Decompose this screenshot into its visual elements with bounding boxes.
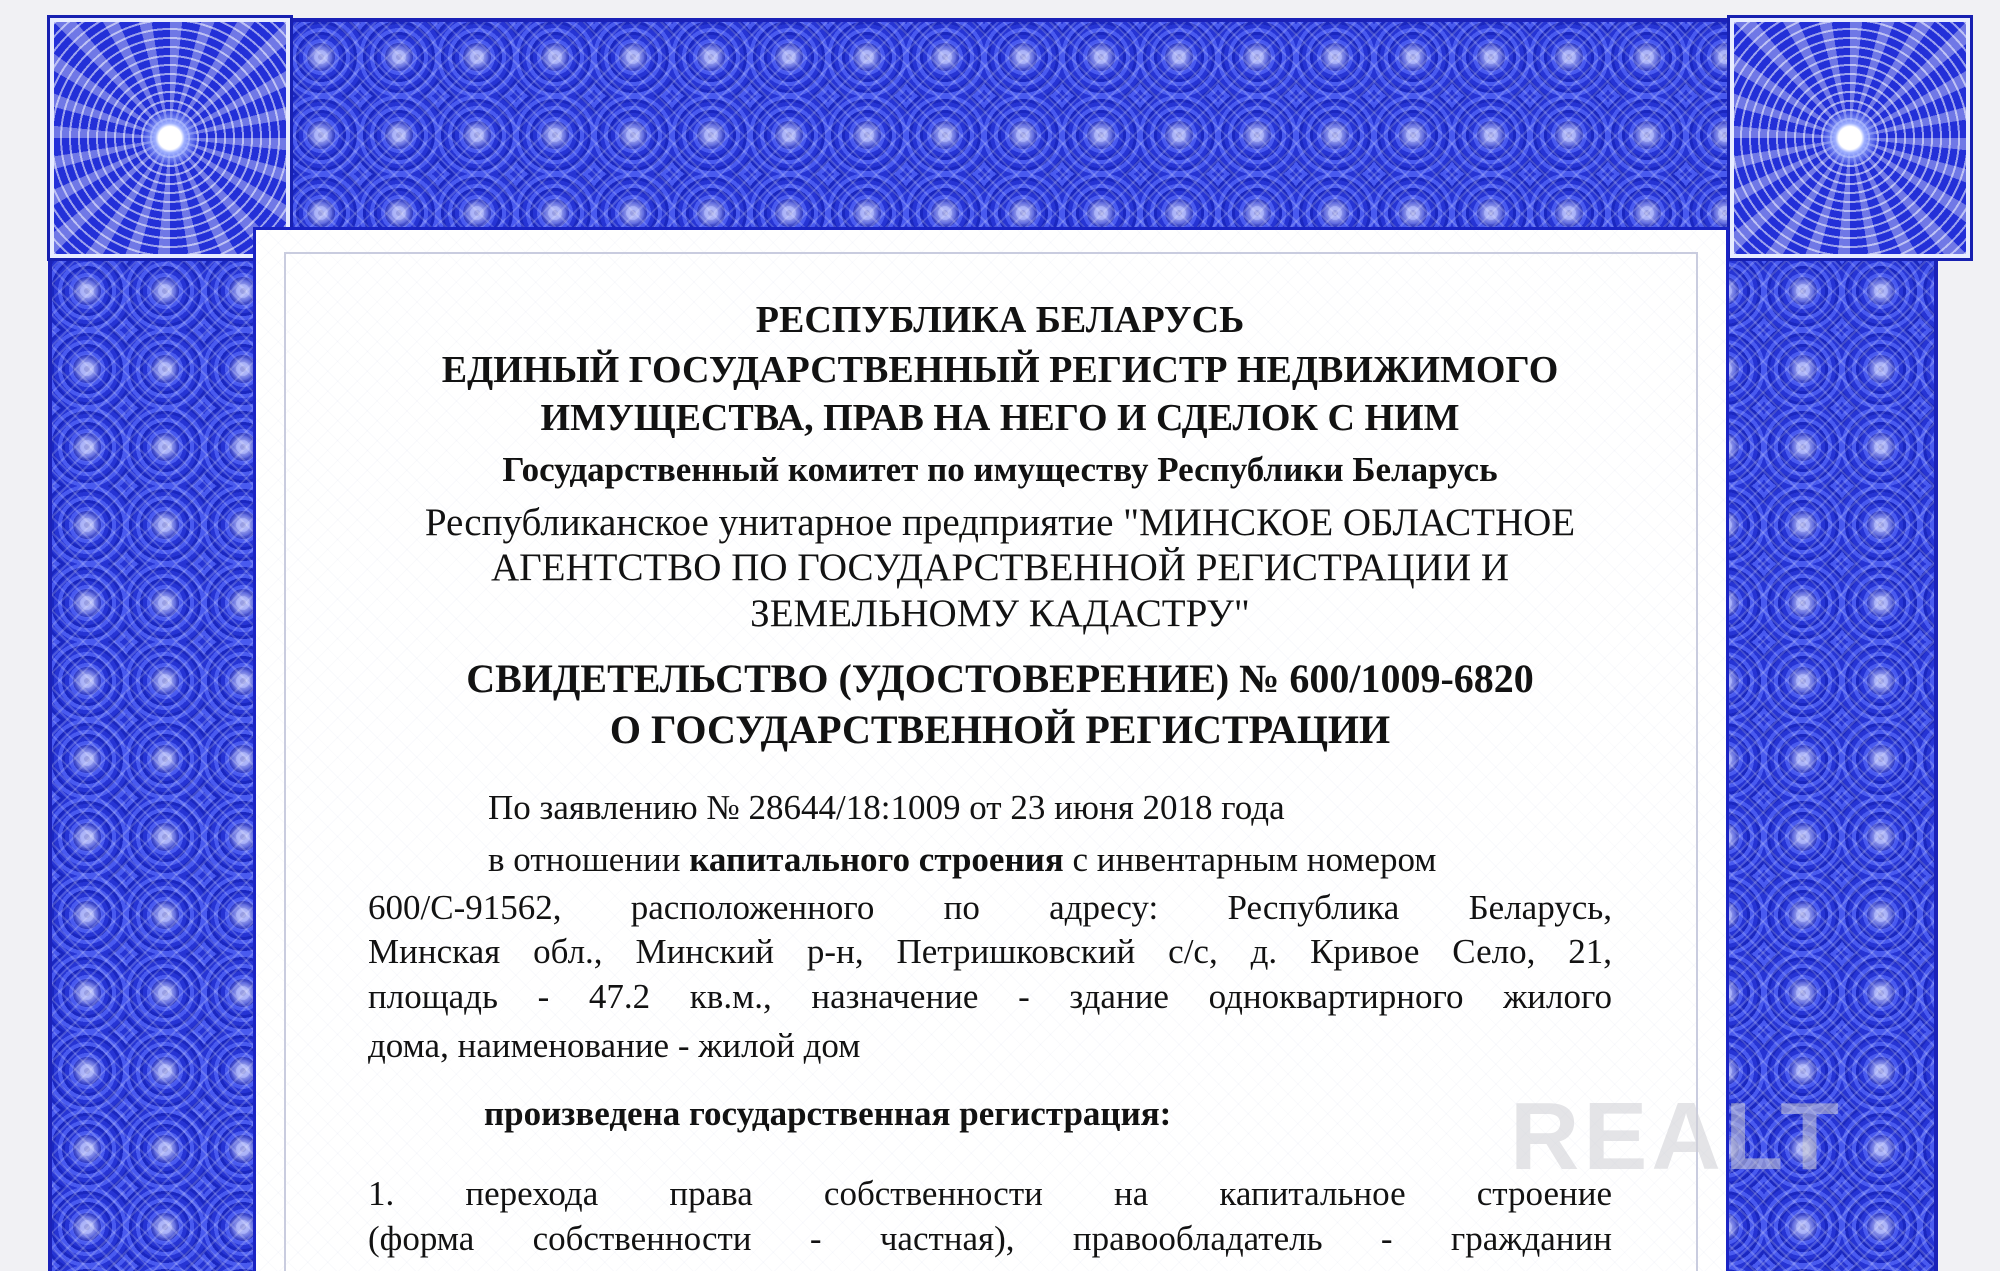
registry-heading-line-2: ИМУЩЕСТВА, ПРАВ НА НЕГО И СДЕЛОК С НИМ [540,397,1460,439]
address-line-4: дома, наименование - жилой дом [368,1026,861,1065]
certificate-title-line-2: О ГОСУДАРСТВЕННОЙ РЕГИСТРАЦИИ [609,707,1391,752]
agency-line-1: Республиканское унитарное предприятие "МИНСКОЕ ОБЛАСТНОЕ [424,501,1576,544]
certificate-title-line-1: СВИДЕТЕЛЬСТВО (УДОСТОВЕРЕНИЕ) № 600/1009-6820 [466,656,1534,701]
address-line-2: Минская обл., Минский р-н, Петришковский с/с, д. Кривое Село, 21, [368,932,1612,971]
regarding-suffix: с инвентарным номером [1063,840,1437,879]
regarding-object: капитального строения [689,840,1064,879]
corner-rosette-top-left [50,18,290,258]
item-1-line-1: 1. перехода права собственности на капитальное строение [368,1174,1612,1213]
agency-line-3: ЗЕМЕЛЬНОМУ КАДАСТРУ" [750,592,1250,635]
regarding-prefix: в отношении [488,840,690,879]
registry-heading-line-1: ЕДИНЫЙ ГОСУДАРСТВЕННЫЙ РЕГИСТР НЕДВИЖИМОГО [441,349,1559,391]
application-line: По заявлению № 28644/18:1009 от 23 июня 2018 года [488,788,1285,827]
regarding-line [488,840,1436,880]
watermark-logo: REALT [1510,1083,1843,1190]
address-line-3: площадь - 47.2 кв.м., назначение - здание одноквартирного жилого [368,977,1612,1016]
registration-done-heading: произведена государственная регистрация: [484,1094,1172,1133]
agency-line-2: АГЕНТСТВО ПО ГОСУДАРСТВЕННОЙ РЕГИСТРАЦИИ И [490,546,1510,589]
committee-heading: Государственный комитет по имуществу Республики Беларусь [502,450,1498,489]
country-heading: РЕСПУБЛИКА БЕЛАРУСЬ [755,299,1245,341]
item-1-line-2: (форма собственности - частная), правообладатель - гражданин [368,1219,1612,1258]
address-line-1: 600/С-91562, расположенного по адресу: Республика Беларусь, [368,888,1612,927]
corner-rosette-top-right [1730,18,1970,258]
